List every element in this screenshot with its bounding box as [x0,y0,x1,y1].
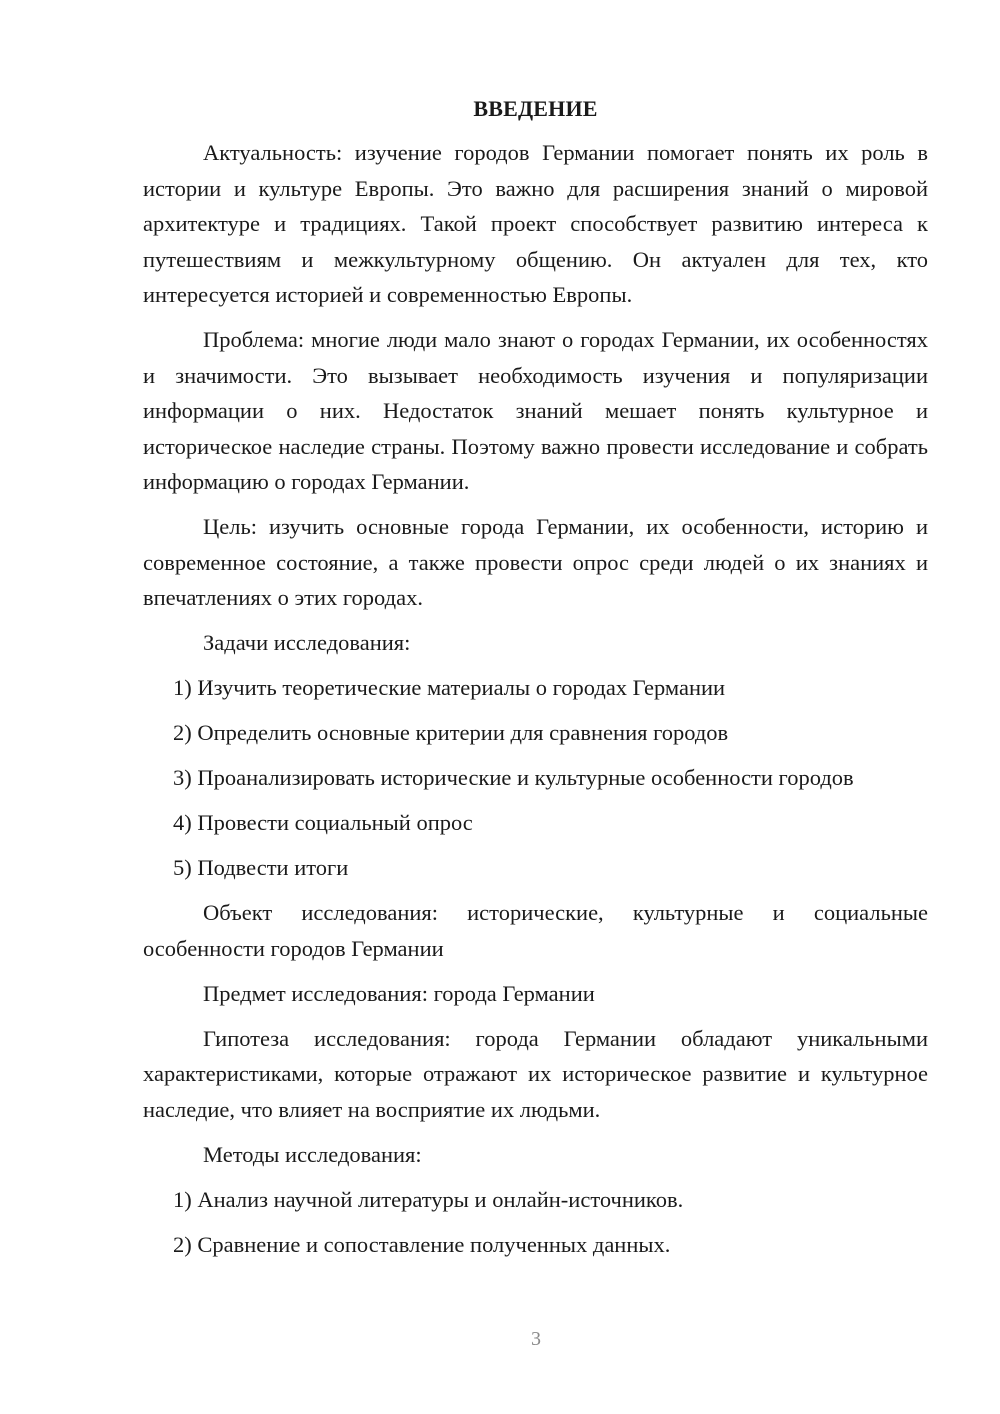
paragraph-goal: Цель: изучить основные города Германии, их особенности, историю и современное состояние, а также провести опрос среди людей о их знаниях и впечатлениях о этих городах. [143,514,928,610]
page-number: 3 [531,1328,541,1350]
task-item-4: 4) Провести социальный опрос [173,810,473,835]
paragraph-subject: Предмет исследования: города Германии [203,980,595,1006]
paragraph-relevance: Актуальность: изучение городов Германии помогает понять их роль в истории и культуре Европы. Это важно для расширения знаний о мировой архитектуре и традициях. Такой проект способствует развитию интереса к путешествиям и межкультурному общению. Он актуален для тех, кто интересуется историей и современностью Европы. [143,140,928,307]
tasks-heading: Задачи исследования: [203,630,411,655]
paragraph-problem: Проблема: многие люди мало знают о городах Германии, их особенностях и значимости. Это вызывает необходимость изучения и популяризации информации о них. Недостаток знаний мешает понять культурное и историческое наследие страны. Поэтому важно провести исследование и собрать информацию о городах Германии. [143,327,928,494]
task-item-1: 1) Изучить теоретические материалы о городах Германии [173,675,726,700]
paragraph-object: Объект исследования: исторические, культурные и социальные особенности городов Германии [143,900,928,961]
page-title: ВВЕДЕНИЕ [473,96,598,121]
task-item-5: 5) Подвести итоги [173,855,349,880]
task-item-3: 3) Проанализировать исторические и культурные особенности городов [173,765,854,790]
paragraph-hypothesis: Гипотеза исследования: города Германии обладают уникальными характеристиками, которые отражают их историческое развитие и культурное наследие, что влияет на восприятие их людьми. [143,1025,928,1122]
task-item-2: 2) Определить основные критерии для сравнения городов [173,720,729,745]
method-item-1: 1) Анализ научной литературы и онлайн-источников. [173,1186,684,1212]
page-content [143,91,928,1272]
method-item-2: 2) Сравнение и сопоставление полученных данных. [173,1231,671,1257]
methods-heading: Методы исследования: [203,1141,422,1167]
